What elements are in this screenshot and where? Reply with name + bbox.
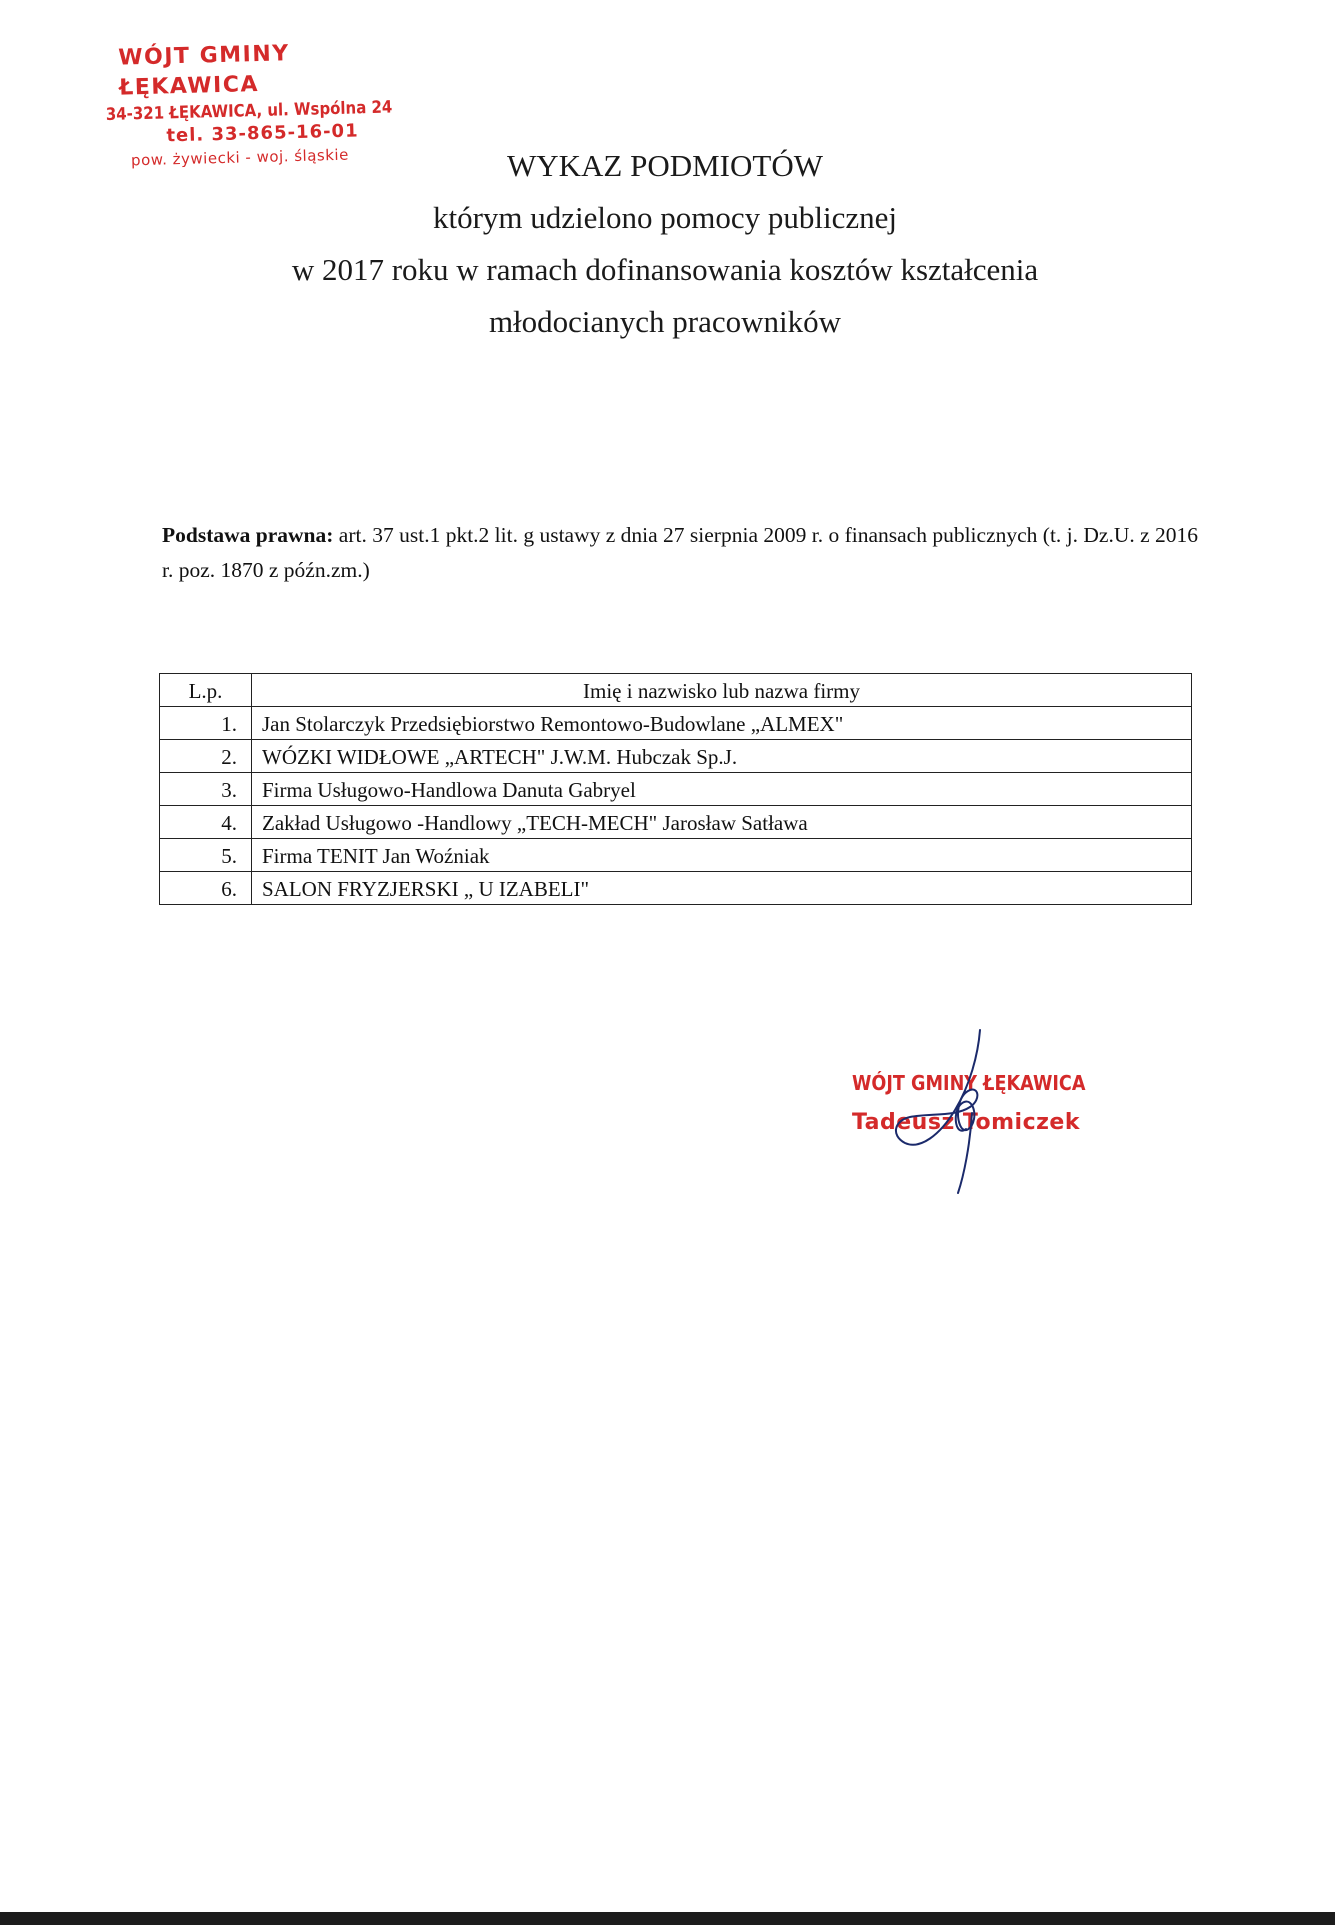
signature-stroke xyxy=(896,1030,980,1193)
title-line-4: młodocianych pracowników xyxy=(488,304,842,339)
row-lp: 5. xyxy=(160,839,252,872)
signature-stamp-name: Tadeusz Tomiczek xyxy=(852,1110,1080,1135)
legal-basis xyxy=(162,518,1202,588)
table-row xyxy=(160,740,1192,773)
table-header-row xyxy=(160,674,1192,707)
row-lp: 6. xyxy=(160,872,252,905)
stamp-office-name: WÓJT GMINY ŁĘKAWICA xyxy=(118,41,290,101)
row-name: Firma TENIT Jan Woźniak xyxy=(252,839,1192,872)
table-row xyxy=(160,707,1192,740)
table-row xyxy=(160,839,1192,872)
row-name: WÓZKI WIDŁOWE „ARTECH" J.W.M. Hubczak Sp.J. xyxy=(252,740,1192,773)
title-line-1: WYKAZ PODMIOTÓW xyxy=(507,148,823,183)
row-lp: 3. xyxy=(160,773,252,806)
row-lp: 4. xyxy=(160,806,252,839)
stamp-phone: tel. 33-865-16-01 xyxy=(166,120,359,147)
title-line-2: którym udzielono pomocy publicznej xyxy=(432,200,898,235)
row-lp: 2. xyxy=(160,740,252,773)
row-name: Firma Usługowo-Handlowa Danuta Gabryel xyxy=(252,773,1192,806)
table-row xyxy=(160,872,1192,905)
header-lp: L.p. xyxy=(160,674,252,707)
signature-stamp-title: WÓJT GMINY ŁĘKAWICA xyxy=(852,1071,1086,1095)
row-name: Jan Stolarczyk Przedsiębiorstwo Remontowo-Budowlane „ALMEX" xyxy=(252,707,1192,740)
row-name: Zakład Usługowo -Handlowy „TECH-MECH" Jarosław Satława xyxy=(252,806,1192,839)
document-title xyxy=(140,140,1190,348)
title-line-3: w 2017 roku w ramach dofinansowania kosztów kształcenia xyxy=(291,252,1039,287)
row-lp: 1. xyxy=(160,707,252,740)
row-name: SALON FRYZJERSKI „ U IZABELI" xyxy=(252,872,1192,905)
beneficiaries-table xyxy=(159,673,1192,905)
stamp-address: 34-321 ŁĘKAWICA, ul. Wspólna 24 xyxy=(105,97,393,125)
handwritten-signature xyxy=(860,1025,1030,1195)
scan-bottom-edge xyxy=(0,1912,1335,1925)
table-row xyxy=(160,773,1192,806)
table-row xyxy=(160,806,1192,839)
legal-basis-text: art. 37 ust.1 pkt.2 lit. g ustawy z dnia 27 sierpnia 2009 r. o finansach publicznych (t. j. Dz.U. z 2016 r. poz. 1870 z późn.zm.) xyxy=(162,523,1199,582)
legal-basis-label: Podstawa prawna: xyxy=(162,523,334,547)
stamp-region: pow. żywiecki - woj. śląskie xyxy=(130,145,350,170)
header-name: Imię i nazwisko lub nazwa firmy xyxy=(252,674,1192,707)
